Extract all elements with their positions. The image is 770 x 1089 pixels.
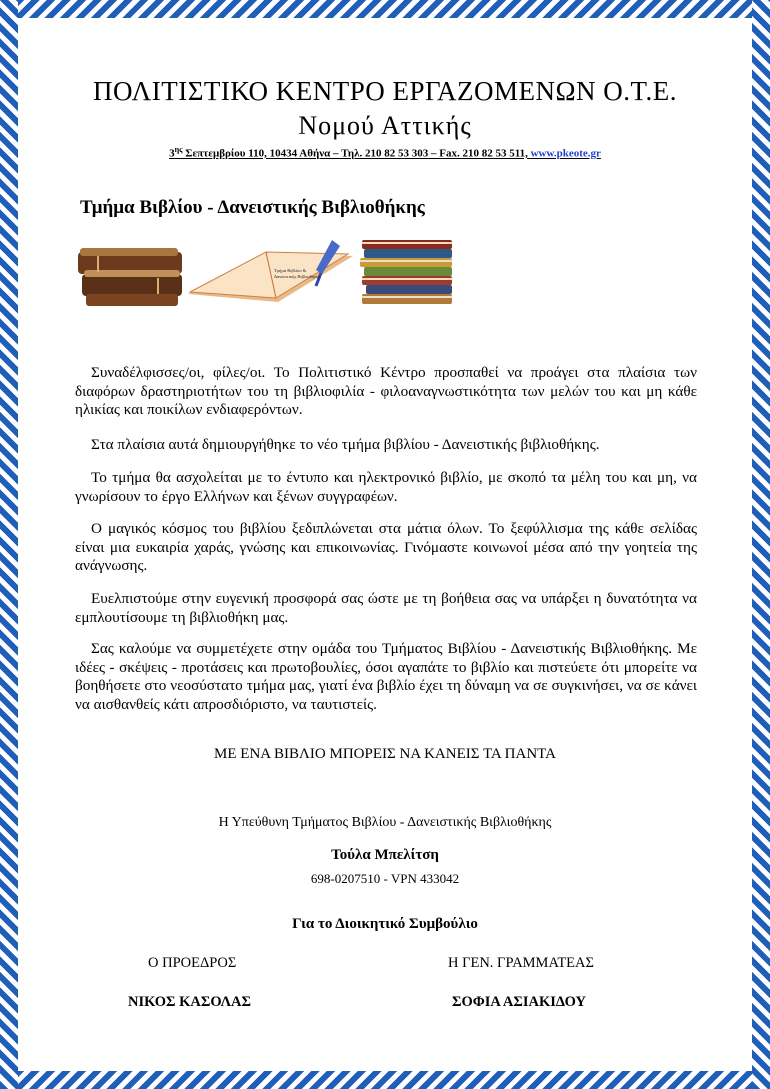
decorative-border-top: [0, 0, 770, 18]
website-link[interactable]: www.pkeote.gr: [530, 147, 601, 160]
open-book-caption-2: Δανειστικής Βιβλιοθήκης: [274, 274, 321, 279]
responsible-phone: 698-0207510 - VPN 433042: [310, 871, 460, 886]
book-stack-image: [360, 240, 452, 304]
organization-title: ΠΟΛΙΤΙΣΤΙΚΟ ΚΕΝΤΡΟ ΕΡΓΑΖΟΜΕΝΩΝ Ο.Τ.Ε.: [92, 76, 678, 106]
open-book-caption-1: Τμήμα Βιβλίου &: [274, 268, 307, 273]
president-role: Ο ΠΡΟΕΔΡΟΣ: [148, 955, 237, 971]
paragraph-2-text: Στα πλαίσια αυτά δημιουργήθηκε το νέο τμήμα βιβλίου - Δανειστικής βιβλιοθήκης.: [91, 436, 600, 453]
section-title: Τμήμα Βιβλίου - Δανειστικής Βιβλιοθήκης: [80, 197, 425, 218]
paragraph-3-text: Το τμήμα θα ασχολείται με το έντυπο και ηλεκτρονικό βιβλίο, με σκοπό τα μέλη του και μη, να γνωρίσουν το έργο Ελλήνων και ξένων συγγραφέων.: [75, 469, 697, 505]
decorative-border-bottom: [0, 1071, 770, 1089]
paragraph-4-text: Ο μαγικός κόσμος του βιβλίου ξεδιπλώνεται στα μάτια όλων. Το ξεφύλλισμα της κάθε σελίδας είναι μια ευκαιρία χαράς, γνώσης και επικοινωνίας. Γινόμαστε κοινωνοί μέσα από την γοητεία της ανάγνωσης.: [75, 520, 697, 574]
responsible-name: Τούλα Μπελίτση: [331, 847, 439, 863]
secretary-role: Η ΓΕΝ. ΓΡΑΜΜΑΤΕΑΣ: [448, 955, 594, 971]
paragraph-4: [75, 520, 697, 576]
open-book-image: [188, 240, 353, 302]
paragraph-5-text: Ευελπιστούμε στην ευγενική προσφορά σας ώστε με τη βοήθεια σας να υπάρξει η δυνατότητα να εμπλουτίσουμε τη βιβλιοθήκη μας.: [75, 590, 697, 626]
address-number: 3: [169, 147, 175, 160]
books-illustration: [78, 234, 458, 310]
paragraph-1: [75, 364, 697, 420]
paragraph-2: [75, 436, 697, 455]
paragraph-6: [75, 640, 697, 714]
paragraph-5: [75, 590, 697, 627]
address-line: [0, 145, 770, 160]
organization-subtitle: Νομού Αττικής: [298, 111, 472, 140]
secretary-name: ΣΟΦΙΑ ΑΣΙΑΚΙΔΟΥ: [452, 994, 587, 1010]
paragraph-3: [75, 469, 697, 506]
address-superscript: ης: [174, 145, 183, 154]
old-books-image: [78, 248, 182, 306]
motto: ΜΕ ΕΝΑ ΒΙΒΛΙΟ ΜΠΟΡΕΙΣ ΝΑ ΚΑΝΕΙΣ ΤΑ ΠΑΝΤΑ: [214, 746, 556, 762]
address-text: Σεπτεμβρίου 110, 10434 Αθήνα – Τηλ. 210 82 53 303 – Fax. 210 82 53 511,: [182, 147, 531, 160]
paragraph-1-text: Συναδέλφισσες/οι, φίλες/οι. Το Πολιτιστικό Κέντρο προσπαθεί να προάγει στα πλαίσια των διαφόρων δραστηριοτήτων του τη βιβλιοφιλία - φιλοαναγνωστικότητα των μελών του και μη κάθε ηλικίας και ποικίλων ενδιαφερόντων.: [75, 364, 697, 418]
paragraph-6-text: Σας καλούμε να συμμετέχετε στην ομάδα του Τμήματος Βιβλίου - Δανειστικής Βιβλιοθήκης. Με ιδέες - σκέψεις - προτάσεις και πρωτοβουλίες, όσοι αγαπάτε το βιβλίο και πιστεύετε ότι μπορείτε να βοηθήσετε στο νεοσύστατο τμήμα μας, γιατί ένα βιβλίο έχει τη δύναμη να σε συγκινήσει, να σε κάνει να αισθανθείς κάτι απροσδιόριστο, να ταυτιστείς.: [75, 640, 697, 713]
president-name: ΝΙΚΟΣ ΚΑΣΟΛΑΣ: [128, 994, 251, 1010]
board-heading: Για το Διοικητικό Συμβούλιο: [292, 916, 478, 932]
responsible-role: Η Υπεύθυνη Τμήματος Βιβλίου - Δανειστικής Βιβλιοθήκης: [218, 815, 552, 830]
